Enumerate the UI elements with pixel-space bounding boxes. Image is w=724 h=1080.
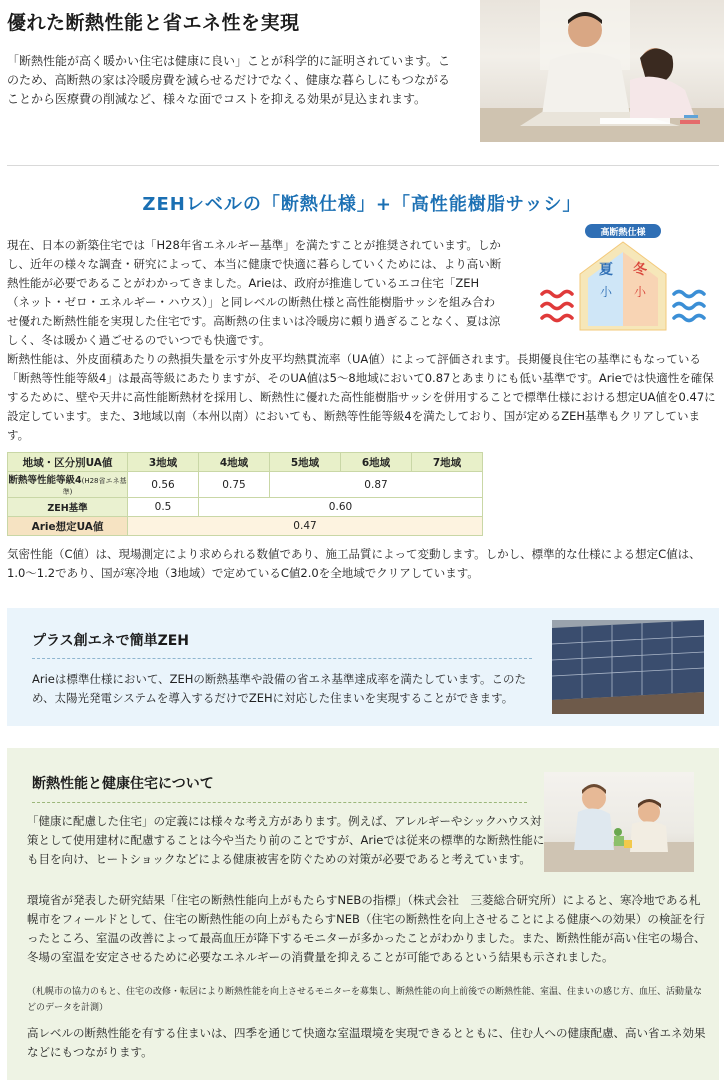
row-label: 断熱等性能等級4(H28省エネ基準) [8, 472, 128, 498]
table-row [8, 472, 483, 498]
table-header-cell: 地域・区分別UA値 [8, 453, 128, 472]
zeh-title: ZEHレベルの「断熱仕様」+「高性能樹脂サッシ」 [142, 194, 582, 215]
health-paragraph-1: 「健康に配慮した住宅」の定義には様々な考え方があります。例えば、アレルギーやシックハウス対策として使用建材に配慮することは今や当たり前のことですが、Arieでは従来の標準的な断熱性能にも目を向け、ヒートショックなどによる健康被害を防ぐための対策が必要であると考えています。 [27, 814, 545, 866]
plus-zeh-title: プラス創エネで簡単ZEH [32, 633, 190, 649]
summer-label: 夏 [599, 262, 613, 278]
table-row [8, 498, 483, 517]
heat-waves-icon [542, 292, 572, 321]
table-row [8, 517, 483, 536]
table-header-cell: 6地域 [341, 453, 412, 472]
health-box [7, 748, 719, 1080]
dashed-divider [32, 658, 532, 659]
svg-text:小: 小 [633, 285, 647, 299]
zeh-paragraph-3: 気密性能（C値）は、現場測定により求められる数値であり、施工品質によって変動します。しかし、標準的な仕様による想定C値は、1.0〜1.2であり、国が寒冷地（3地域）で定めているC値2.0を全地域でクリアしています。 [7, 547, 701, 580]
row-label: ZEH基準 [8, 498, 128, 517]
table-cell: 0.87 [270, 472, 483, 498]
ua-value-table [7, 452, 483, 536]
health-note: （札幌市の協力のもと、住宅の改修・転居により断熱性能を向上させるモニターを募集し、断熱性能の向上前後での断熱性能、室温、住まいの感じ方、血圧、活動量などのデータを計測） [27, 987, 703, 1013]
zeh-paragraph-1: 現在、日本の新築住宅では「H28年省エネルギー基準」を満たすことが推奨されています。しかし、近年の様々な調査・研究によって、本当に健康で快適に暮らしていくためには、より高い断熱性能が必要であることがわかってきました。Arieは、政府が推進しているエコ住宅「ZEH（ネット・ゼロ・エネルギー・ハウス）」と同レベルの断熱仕様と高性能樹脂サッシを組み合わせ優れた断熱性能を実現した住宅です。高断熱の住まいは冷暖房に頼り過ぎることなく、夏は涼しく、冬は暖かく過ごせるのでいつでも快適です。 [7, 238, 502, 347]
plus-zeh-text: Arieは標準仕様において、ZEHの断熱基準や設備の省エネ基準達成率を満たしています。このため、太陽光発電システムを導入するだけでZEHに対応した住まいを実現することができます。 [32, 672, 527, 705]
insulation-diagram [540, 222, 710, 342]
table-cell: 0.60 [199, 498, 483, 517]
section-divider [7, 165, 719, 166]
health-paragraph-3: 高レベルの断熱性能を有する住まいは、四季を通じて快適な室温環境を実現できるとともに、住む人への健康配慮、高い省エネ効果などにもつながります。 [27, 1026, 706, 1059]
diagram-badge: 高断熱仕様 [600, 228, 646, 238]
health-title: 断熱性能と健康住宅について [32, 776, 214, 792]
intro-text: 「断熱性能が高く暖かい住宅は健康に良い」ことが科学的に証明されています。このため、高断熱の家は冷暖房費を減らせるだけでなく、健康な暮らしにもつながることから医療費の削減など、様々な面でコストを抑える効果が見込まれます。 [7, 54, 451, 106]
row-label: Arie想定UA値 [8, 517, 128, 536]
table-cell: 0.47 [128, 517, 483, 536]
table-header-cell: 4地域 [199, 453, 270, 472]
children-photo [544, 772, 694, 872]
health-paragraph-2: 環境省が発表した研究結果「住宅の断熱性能向上がもたらすNEBの指標」（株式会社 三菱総合研究所）によると、寒冷地である札幌市をフィールドとして、住宅の断熱性能の向上がもたらすNEB（住宅の断熱性を向上させることによる健康への効果）の検証を行ったところ、室温の改善によって最高血圧が降下するモニターが多かったことがわかりました。また、断熱性能が高い住宅の場合、冬場の室温を安定させるために必要なエネルギーの消費量を抑えることが可能であるという結果も示されました。 [27, 893, 706, 964]
table-cell: 0.75 [199, 472, 270, 498]
dashed-divider [32, 802, 527, 803]
table-header-cell: 7地域 [412, 453, 483, 472]
table-cell: 0.5 [128, 498, 199, 517]
solar-panel-photo [552, 620, 704, 714]
table-header-row [8, 453, 483, 472]
cold-waves-icon [674, 292, 704, 321]
table-cell: 0.56 [128, 472, 199, 498]
page-title: 優れた断熱性能と省エネ性を実現 [7, 12, 300, 34]
svg-text:小: 小 [599, 285, 613, 299]
family-photo [480, 0, 724, 142]
table-header-cell: 5地域 [270, 453, 341, 472]
winter-label: 冬 [633, 262, 647, 278]
table-header-cell: 3地域 [128, 453, 199, 472]
zeh-paragraph-2: 断熱性能は、外皮面積あたりの熱損失量を示す外皮平均熱貫流率（UA値）によって評価されます。長期優良住宅の基準にもなっている「断熱等性能等級4」は最高等級にあたりますが、そのUA値は5〜8地域において0.87とあまりにも低い基準です。Arieでは快適性を確保するために、壁や天井に高性能断熱材を採用し、断熱性に優れた高性能樹脂サッシを併用することで標準仕様における想定UA値を0.47に設定しています。また、3地域以南（本州以南）においても、断熱等性能等級4を満たしており、国が定めるZEH基準もクリアしています。 [7, 352, 716, 442]
plus-zeh-box [7, 608, 719, 726]
